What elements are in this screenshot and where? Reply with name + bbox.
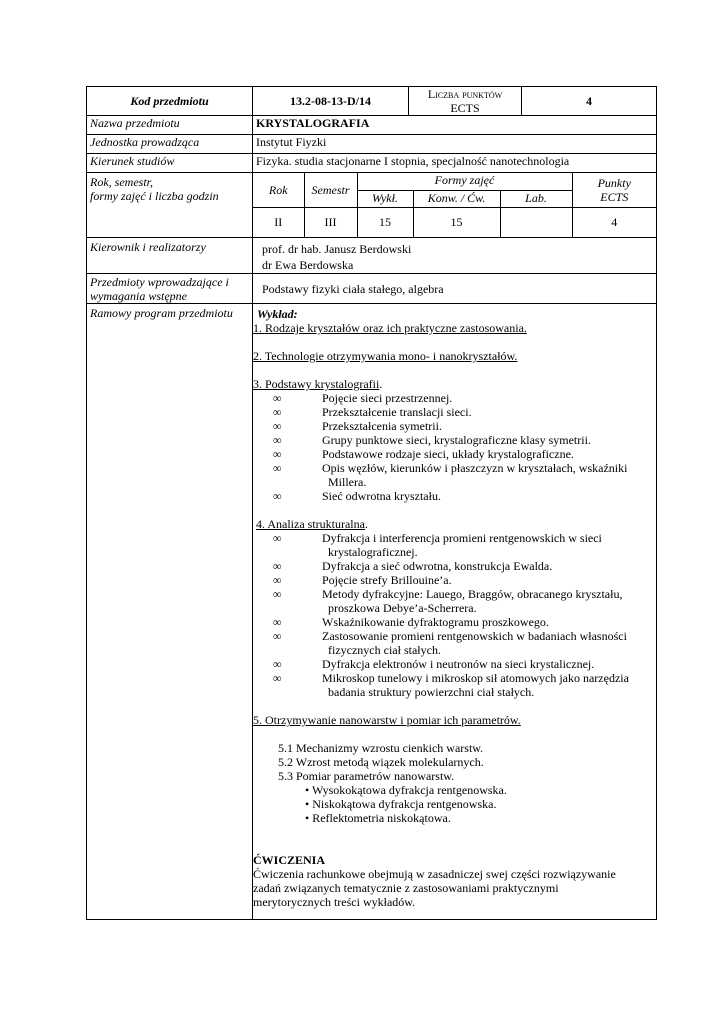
s5-item: 5.2 Wzrost metodą wiązek molekularnych. xyxy=(278,755,484,769)
s5-subitem: • Wysokokątowa dyfrakcja rentgenowska. xyxy=(305,783,507,797)
rok-value: II xyxy=(253,207,304,237)
s3-item: Grupy punktowe sieci, krystalograficzne klasy symetrii. xyxy=(322,433,591,447)
punkty-line1: Punkty xyxy=(597,175,631,190)
przedmioty-label: Przedmioty wprowadzające i wymagania wstępne xyxy=(87,274,253,304)
nazwa-label: Nazwa przedmiotu xyxy=(87,116,253,135)
lab-value xyxy=(500,207,572,237)
bullet-icon: ∞ xyxy=(273,531,282,545)
kierownik-value xyxy=(253,238,657,274)
forms-cell xyxy=(253,173,657,238)
s3-item: Przekształcenie translacji sieci. xyxy=(322,405,472,419)
kierunek-value: Fizyka. studia stacjonarne I stopnia, specjalność nanotechnologia xyxy=(253,154,657,173)
forms-table xyxy=(253,173,656,237)
bullet-icon: ∞ xyxy=(273,573,282,587)
s3-item: Przekształcenia symetrii. xyxy=(322,419,442,433)
kierownik-label: Kierownik i realizatorzy xyxy=(87,238,253,274)
jednostka-value: Instytut Fiyzki xyxy=(253,135,657,154)
s4-item-cont: badania struktury powierzchni ciał stałych. xyxy=(328,685,535,699)
section-5: 5. Otrzymywanie nanowarstw i pomiar ich parametrów. xyxy=(253,713,521,727)
rok-label-line2: formy zajęć i liczba godzin xyxy=(90,189,219,203)
cwiczenia-heading: ĆWICZENIA xyxy=(253,853,326,867)
s5-subitem: • Niskokątowa dyfrakcja rentgenowska. xyxy=(305,797,497,811)
bullet-icon: ∞ xyxy=(273,657,282,671)
punkty-line2: ECTS xyxy=(600,189,629,204)
s4-item: Dyfrakcja elektronów i neutronów na sieci krystalicznej. xyxy=(322,657,595,671)
s5-item: 5.1 Mechanizmy wzrostu cienkich warstw. xyxy=(278,741,484,755)
section-4: 4. Analiza strukturalna xyxy=(256,517,365,531)
bullet-icon: ∞ xyxy=(273,447,282,461)
kod-value: 13.2-08-13-D/14 xyxy=(253,87,409,116)
ects-label: Liczba punktów ECTS xyxy=(409,87,522,116)
cwiczenia-text: merytorycznych treści wykładów. xyxy=(253,895,416,909)
section-1: 1. Rodzaje kryształów oraz ich praktyczne zastosowania. xyxy=(253,321,527,335)
ects-value: 4 xyxy=(522,87,657,116)
bullet-icon: ∞ xyxy=(273,587,282,601)
bullet-icon: ∞ xyxy=(273,559,282,573)
s4-item-cont: proszkowa Debye’a-Scherrera. xyxy=(328,601,477,615)
jednostka-label: Jednostka prowadząca xyxy=(87,135,253,154)
s4-item-cont: krystalograficznej. xyxy=(328,545,418,559)
bullet-icon: ∞ xyxy=(273,461,282,475)
syllabus-table xyxy=(86,86,657,920)
bullet-icon: ∞ xyxy=(273,391,282,405)
s4-item: Metody dyfrakcyjne: Lauego, Braggów, obracanego kryształu, xyxy=(322,587,623,601)
wykl-value: 15 xyxy=(357,207,413,237)
s4-item: Dyfrakcja a sieć odwrotna, konstrukcja Ewalda. xyxy=(322,559,553,573)
kierownik-name-2: dr Ewa Berdowska xyxy=(262,258,354,272)
s3-item: Pojęcie sieci przestrzennej. xyxy=(322,391,453,405)
bullet-icon: ∞ xyxy=(273,433,282,447)
s4-item: Zastosowanie promieni rentgenowskich w badaniach własności xyxy=(322,629,627,643)
rok-header: Rok xyxy=(253,173,304,207)
section-2: 2. Technologie otrzymywania mono- i nanokryształów. xyxy=(253,349,518,363)
cwiczenia-text: Ćwiczenia rachunkowe obejmują w zasadniczej swej części rozwiązywanie xyxy=(253,867,616,881)
s4-item-cont: fizycznych ciał stałych. xyxy=(328,643,441,657)
s4-item: Pojęcie strefy Brillouine’a. xyxy=(322,573,452,587)
s4-item: Dyfrakcja i interferencja promieni rentgenowskich w sieci xyxy=(322,531,602,545)
section-3: 3. Podstawy krystalografii xyxy=(253,377,380,391)
s3-item: Opis węzłów, kierunków i płaszczyzn w kryształach, wskaźniki xyxy=(322,461,628,475)
cwiczenia-text: zadań związanych tematycznie z zastosowaniami praktycznymi xyxy=(253,881,559,895)
kierownik-name-1: prof. dr hab. Janusz Berdowski xyxy=(262,242,412,256)
s3-item: Sieć odwrotna kryształu. xyxy=(322,489,441,503)
lab-header: Lab. xyxy=(500,190,572,207)
rok-label-line1: Rok, semestr, xyxy=(90,175,153,189)
bullet-icon: ∞ xyxy=(273,629,282,643)
kierunek-label: Kierunek studiów xyxy=(87,154,253,173)
s4-item: Wskaźnikowanie dyfraktogramu proszkowego. xyxy=(322,615,549,629)
kod-label: Kod przedmiotu xyxy=(87,87,253,116)
wyklad-heading: Wykład: xyxy=(257,307,298,321)
s5-subitem: • Reflektometria niskokątowa. xyxy=(305,811,451,825)
bullet-icon: ∞ xyxy=(273,671,282,685)
s3-item-cont: Millera. xyxy=(328,475,367,489)
bullet-icon: ∞ xyxy=(273,419,282,433)
konw-value: 15 xyxy=(413,207,500,237)
przedmioty-value: Podstawy fizyki ciała stałego, algebra xyxy=(253,274,657,304)
formy-header: Formy zajęć xyxy=(357,173,572,190)
program-label: Ramowy program przedmiotu xyxy=(87,304,253,920)
punkty-header xyxy=(572,173,656,207)
program-content: Wykład: 1. Rodzaje kryształów oraz ich praktyczne zastosowania. 2. Technologie otrzymywania mono- i nanokryształów. 3. Podstawy krystalografii. ∞ Pojęcie sieci przestrzennej. ∞ Przekształcenie translacji sieci. ∞ Przekształcenia symetrii. ∞ Grupy punktowe sieci, krystalograficzne klasy symetrii. ∞ Podstawowe rodzaje sieci, układy krystalograficzne. ∞ Opis węzłów, kierunków i płaszczyzn w kryształach, wskaźniki Millera. ∞ Sieć odwrotna kryształu. 4. Analiza strukturalna. ∞ Dyfrakcja i interferencja promieni rentgenowskich w sieci krystalograficznej. ∞ Dyfrakcja a sieć odwrotna, konstrukcja Ewalda. ∞ Pojęcie strefy Brillouine’a. ∞ Metody dyfrakcyjne: Lauego, Braggów, obracanego kryształu, proszkowa Debye’a-Scherrera. ∞ Wskaźnikowanie dyfraktogramu proszkowego. ∞ Zastosowanie promieni rentgenowskich w badaniach własności fizycznych ciał stałych. ∞ Dyfrakcja elektronów i neutronów na sieci krystalicznej. ∞ Mikroskop tunelowy i mikroskop sił atomowych jako narzędzia badania struktury powierzchni ciał stałych. 5. Otrzymywanie nanowarstw i pomiar ich parametrów. 5.1 Mechanizmy wzrostu cienkich warstw. 5.2 Wzrost metodą wiązek molekularnych. 5.3 Pomiar parametrów nanowarstw. • Wysokokątowa dyfrakcja rentgenowska. • Niskokątowa dyfrakcja rentgenowska. • Reflektometria niskokątowa. ĆWICZENIA Ćwiczenia rachunkowe obejmują w zasadniczej swej części rozwiązywanie zadań związanych tematycznie z zastosowaniami praktycznymi merytorycznych treści wykładów. xyxy=(253,304,657,920)
s5-item: 5.3 Pomiar parametrów nanowarstw. xyxy=(278,769,455,783)
semestr-value: III xyxy=(304,207,357,237)
rok-label xyxy=(87,173,253,238)
wykl-header: Wykł. xyxy=(357,190,413,207)
bullet-icon: ∞ xyxy=(273,489,282,503)
bullet-icon: ∞ xyxy=(273,615,282,629)
s3-item: Podstawowe rodzaje sieci, układy krystalograficzne. xyxy=(322,447,574,461)
bullet-icon: ∞ xyxy=(273,405,282,419)
konw-header: Konw. / Ćw. xyxy=(413,190,500,207)
semestr-header: Semestr xyxy=(304,173,357,207)
ects-points-value: 4 xyxy=(572,207,656,237)
nazwa-value: KRYSTALOGRAFIA xyxy=(253,116,657,135)
s4-item: Mikroskop tunelowy i mikroskop sił atomowych jako narzędzia xyxy=(322,671,629,685)
